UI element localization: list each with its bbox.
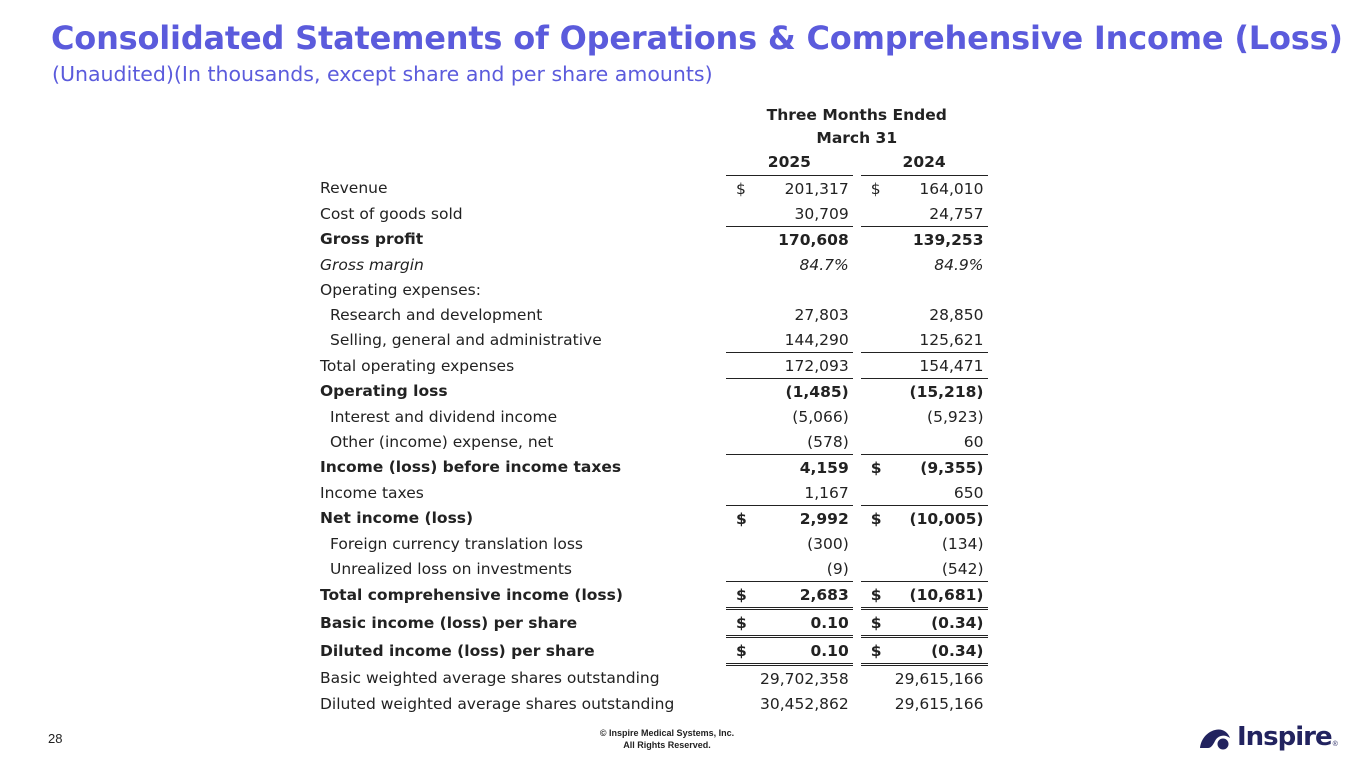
table-row: [316, 353, 988, 379]
value-2024: 24,757: [929, 204, 984, 223]
table-row: Total comprehensive income (loss) $ 2,683 $ (10,681): [316, 582, 988, 609]
table-row: Revenue $ 201,317 $ 164,010: [316, 176, 988, 202]
row-label: Selling, general and administrative: [330, 330, 602, 349]
value-2025: (9): [826, 559, 849, 578]
row-label: Diluted income (loss) per share: [320, 641, 595, 660]
value-2025: 1,167: [804, 483, 849, 502]
page-number: 28: [48, 731, 63, 746]
table-row: [316, 480, 988, 506]
slide-subtitle: (Unaudited)(In thousands, except share and per share amounts): [52, 62, 713, 86]
row-label: Gross profit: [320, 230, 424, 249]
row-label: Income taxes: [320, 483, 424, 502]
row-label: Total comprehensive income (loss): [320, 586, 623, 604]
row-label: Operating expenses:: [320, 280, 481, 299]
row-label: Basic weighted average shares outstanding: [320, 668, 660, 687]
value-2025: 30,709: [794, 204, 849, 223]
row-label: Interest and dividend income: [330, 407, 558, 426]
slide-title: Consolidated Statements of Operations & Comprehensive Income (Loss): [51, 19, 1343, 57]
value-2025: (1,485): [760, 379, 853, 405]
row-label: Foreign currency translation loss: [330, 534, 583, 553]
value-2025: (300): [807, 534, 849, 553]
row-label: Income (loss) before income taxes: [320, 458, 622, 477]
value-2025: 29,702,358: [760, 669, 849, 688]
table-row: [316, 277, 988, 302]
value-2024: 154,471: [895, 353, 988, 379]
table-row: Net income (loss) $ 2,992 $ (10,005): [316, 506, 988, 532]
value-2024: 164,010: [919, 179, 984, 198]
copyright-notice: [560, 727, 774, 751]
value-2025: 2,992: [760, 506, 853, 532]
value-2024: 29,615,166: [894, 694, 984, 713]
row-label: Net income (loss): [320, 509, 474, 528]
value-2025: 27,803: [794, 305, 849, 324]
income-statement-table: [316, 103, 988, 716]
value-2025: 2,683: [760, 582, 853, 609]
table-row: [316, 227, 988, 253]
value-2024: 125,621: [919, 330, 984, 349]
value-2025: 144,290: [784, 330, 849, 349]
value-2025: 170,608: [760, 227, 853, 253]
row-label: Operating loss: [320, 382, 448, 401]
row-label: Gross margin: [320, 255, 424, 274]
table-row: [316, 201, 988, 227]
value-2025: 0.10: [760, 637, 853, 665]
value-2024: 84.9%: [934, 255, 984, 274]
date-header: March 31: [816, 128, 898, 147]
registered-mark: ®: [1332, 741, 1338, 748]
value-2025: 30,452,862: [760, 694, 849, 713]
period-header: Three Months Ended: [766, 105, 947, 124]
value-2025: 4,159: [760, 455, 853, 481]
copyright-line-1: © Inspire Medical Systems, Inc.: [599, 728, 735, 738]
table-row: [316, 302, 988, 327]
header-row-period: [316, 103, 988, 126]
row-label: Diluted weighted average shares outstanding: [320, 694, 675, 713]
value-2025: (5,066): [792, 407, 849, 426]
value-2025: 172,093: [760, 353, 853, 379]
value-2025: [760, 277, 853, 302]
value-2024: [895, 277, 988, 302]
table-row: Basic income (loss) per share $ 0.10 $ (0.34): [316, 609, 988, 637]
year-2025-header: 2025: [726, 149, 853, 176]
value-2024: (0.34): [895, 637, 988, 665]
row-label: Unrealized loss on investments: [330, 559, 572, 578]
value-2024: 60: [963, 432, 984, 451]
table-row: [316, 429, 988, 455]
table-row: [316, 531, 988, 556]
table-row: [316, 404, 988, 429]
value-2024: (134): [941, 534, 984, 553]
value-2024: 139,253: [895, 227, 988, 253]
value-2024: (15,218): [895, 379, 988, 405]
value-2024: (5,923): [927, 407, 984, 426]
inspire-logo: [1198, 722, 1338, 752]
table-row: [316, 379, 988, 405]
table-row: [316, 252, 988, 277]
table-row: Diluted income (loss) per share $ 0.10 $ (0.34): [316, 637, 988, 665]
table-row: [316, 665, 988, 692]
value-2024: 29,615,166: [894, 669, 984, 688]
table-row: [316, 327, 988, 353]
value-2024: (10,005): [895, 506, 988, 532]
row-label: Revenue: [320, 179, 388, 198]
table-row: [316, 691, 988, 716]
value-2024: 28,850: [929, 305, 984, 324]
row-label: Other (income) expense, net: [330, 432, 554, 451]
year-2024-header: 2024: [861, 149, 988, 176]
row-label: Cost of goods sold: [320, 204, 463, 223]
row-label: Research and development: [330, 305, 543, 324]
copyright-line-2: All Rights Reserved.: [623, 740, 711, 750]
value-2024: 650: [953, 483, 984, 502]
row-label: Basic income (loss) per share: [320, 613, 578, 632]
table-row: [316, 556, 988, 582]
value-2024: (9,355): [895, 455, 988, 481]
value-2024: (0.34): [895, 609, 988, 637]
inspire-logo-icon: [1198, 724, 1234, 750]
value-2025: (578): [807, 432, 849, 451]
logo-wordmark: Inspire: [1237, 722, 1332, 752]
value-2025: 84.7%: [799, 255, 849, 274]
row-label: Total operating expenses: [320, 356, 515, 375]
value-2024: (10,681): [895, 582, 988, 609]
header-row-date: [316, 126, 988, 149]
value-2025: 0.10: [760, 609, 853, 637]
table-row: Income (loss) before income taxes 4,159 $ (9,355): [316, 455, 988, 481]
header-row-years: [316, 149, 988, 176]
value-2024: (542): [941, 559, 984, 578]
value-2025: 201,317: [784, 179, 849, 198]
